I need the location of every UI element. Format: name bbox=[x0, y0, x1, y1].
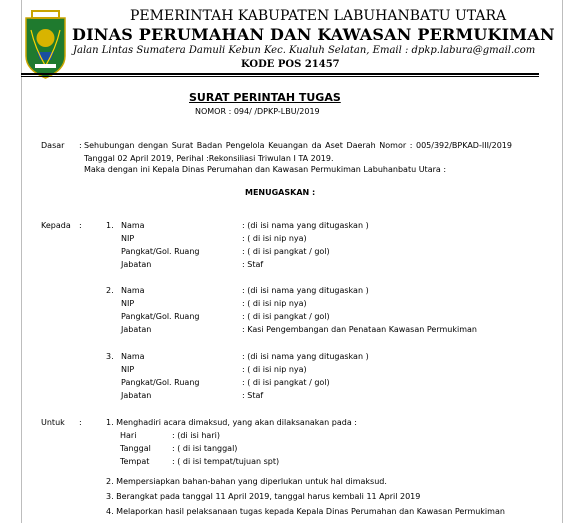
person-1-nama: : (di isi nama yang ditugaskan ) bbox=[242, 221, 369, 230]
person-3-nama-label: Nama bbox=[121, 352, 145, 361]
hari-value: : (di isi hari) bbox=[172, 431, 220, 440]
header-agency: DINAS PERUMAHAN DAN KAWASAN PERMUKIMAN bbox=[72, 25, 555, 44]
person-3-number: 3. bbox=[106, 352, 114, 361]
person-3-jabatan-label: Jabatan bbox=[121, 391, 152, 400]
person-3-nama: : (di isi nama yang ditugaskan ) bbox=[242, 352, 369, 361]
untuk-colon: : bbox=[79, 418, 82, 427]
untuk-item-2: 2. Mempersiapkan bahan-bahan yang diperlukan untuk hal dimaksud. bbox=[106, 477, 387, 486]
person-1-nip: : ( di isi nip nya) bbox=[242, 234, 307, 243]
document-title: SURAT PERINTAH TUGAS bbox=[189, 91, 341, 104]
person-1-nama-label: Nama bbox=[121, 221, 145, 230]
kepada-colon: : bbox=[79, 221, 82, 230]
header-rule-thin bbox=[21, 76, 539, 77]
dasar-colon: : bbox=[79, 141, 82, 150]
untuk-item-1: 1. Menghadiri acara dimaksud, yang akan dilaksanakan pada : bbox=[106, 418, 357, 427]
document-page bbox=[21, 0, 563, 523]
person-3-jabatan: : Staf bbox=[242, 391, 264, 400]
regency-emblem-icon bbox=[23, 8, 68, 80]
person-2-pangkat-label: Pangkat/Gol. Ruang bbox=[121, 312, 200, 321]
person-3-nip: : ( di isi nip nya) bbox=[242, 365, 307, 374]
kepada-label: Kepada bbox=[41, 221, 71, 230]
header-address: Jalan Lintas Sumatera Damuli Kebun Kec. Kualuh Selatan, Email : dpkp.labura@gmail.com bbox=[73, 45, 536, 56]
header-postal-code: KODE POS 21457 bbox=[241, 59, 340, 70]
header-rule-thick bbox=[21, 73, 539, 75]
person-3-pangkat: : ( di isi pangkat / gol) bbox=[242, 378, 330, 387]
dasar-text-2: Maka dengan ini Kepala Dinas Perumahan dan Kawasan Permukiman Labuhanbatu Utara : bbox=[84, 165, 447, 174]
person-2-nama: : (di isi nama yang ditugaskan ) bbox=[242, 286, 369, 295]
untuk-label: Untuk bbox=[41, 418, 65, 427]
person-3-pangkat-label: Pangkat/Gol. Ruang bbox=[121, 378, 200, 387]
person-2-jabatan: : Kasi Pengembangan dan Penataan Kawasan Permukiman bbox=[242, 325, 477, 334]
person-2-nip: : ( di isi nip nya) bbox=[242, 299, 307, 308]
person-1-jabatan: : Staf bbox=[242, 260, 264, 269]
person-1-pangkat-label: Pangkat/Gol. Ruang bbox=[121, 247, 200, 256]
person-2-number: 2. bbox=[106, 286, 114, 295]
document-number: NOMOR : 094/ /DPKP-LBU/2019 bbox=[195, 107, 320, 116]
tanggal-label: Tanggal bbox=[120, 444, 151, 453]
person-1-pangkat: : ( di isi pangkat / gol) bbox=[242, 247, 330, 256]
person-2-nip-label: NIP bbox=[121, 299, 135, 308]
person-1-number: 1. bbox=[106, 221, 114, 230]
person-2-jabatan-label: Jabatan bbox=[121, 325, 152, 334]
dasar-label: Dasar bbox=[41, 141, 65, 150]
untuk-item-3: 3. Berangkat pada tanggal 11 April 2019, tanggal harus kembali 11 April 2019 bbox=[106, 492, 421, 501]
person-2-pangkat: : ( di isi pangkat / gol) bbox=[242, 312, 330, 321]
person-3-nip-label: NIP bbox=[121, 365, 135, 374]
tempat-value: : ( di isi tempat/tujuan spt) bbox=[172, 457, 280, 466]
tanggal-value: : ( di isi tanggal) bbox=[172, 444, 238, 453]
tempat-label: Tempat bbox=[120, 457, 150, 466]
untuk-item-4: 4. Melaporkan hasil pelaksanaan tugas kepada Kepala Dinas Perumahan dan Kawasan Permukiman bbox=[106, 507, 505, 516]
person-2-nama-label: Nama bbox=[121, 286, 145, 295]
menugaskan-heading: MENUGASKAN : bbox=[245, 188, 316, 197]
person-1-jabatan-label: Jabatan bbox=[121, 260, 152, 269]
header-government: PEMERINTAH KABUPATEN LABUHANBATU UTARA bbox=[130, 8, 507, 24]
person-1-nip-label: NIP bbox=[121, 234, 135, 243]
hari-label: Hari bbox=[120, 431, 137, 440]
dasar-text: Sehubungan dengan Surat Badan Pengelola Keuangan da Aset Daerah Nomor : 005/392/BPKAD-III/2019 Tanggal 02 April 2019, Perihal :Rekonsiliasi Triwulan I TA 2019. bbox=[84, 141, 512, 163]
